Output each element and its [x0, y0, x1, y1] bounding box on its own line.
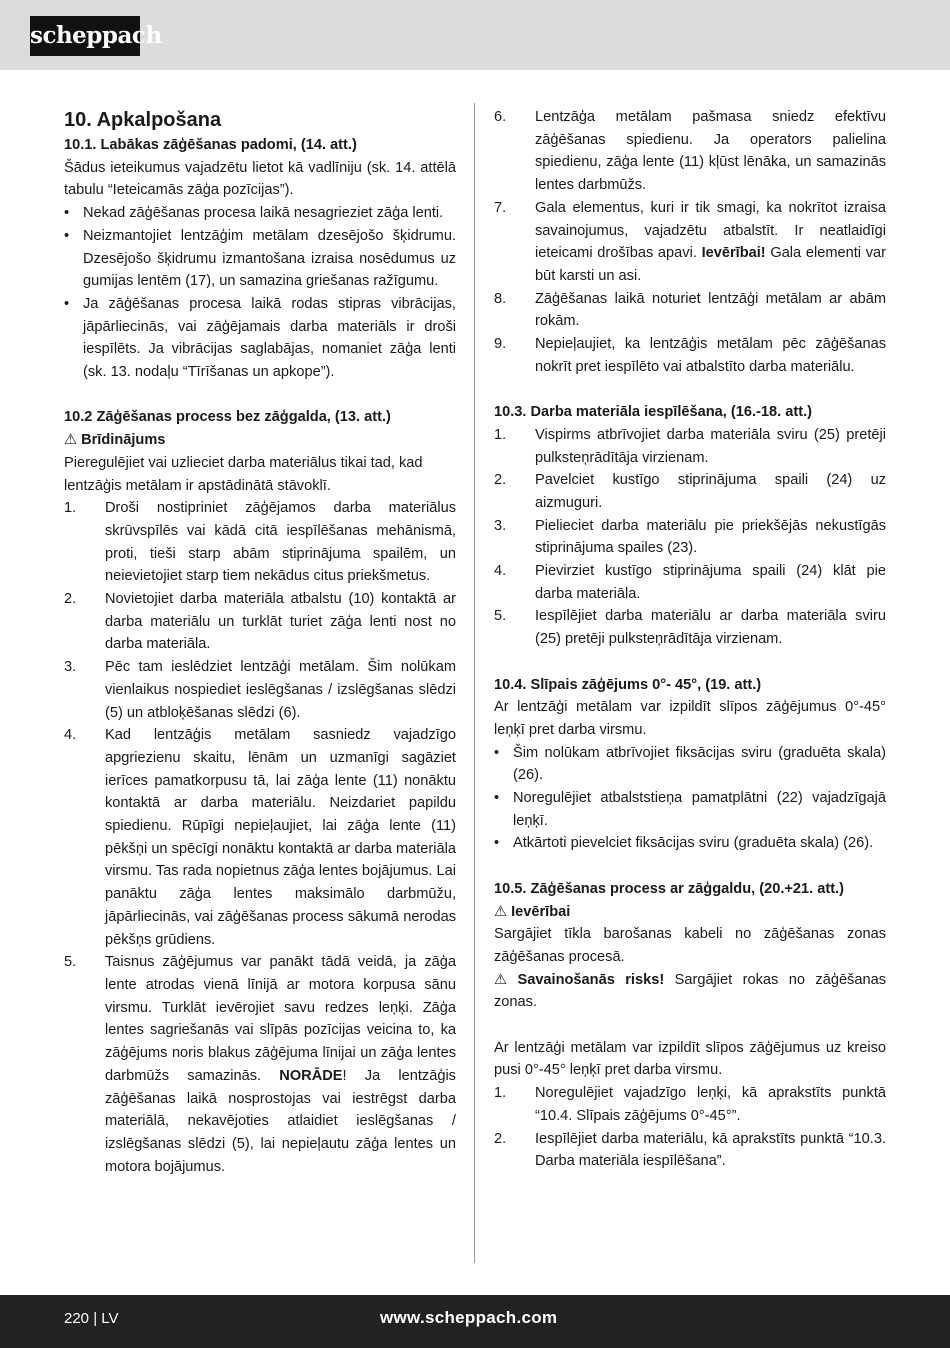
bullet-icon: •: [64, 227, 70, 244]
attention-heading: ⚠ Ievērībai: [494, 903, 571, 920]
column-divider: [474, 103, 475, 1263]
right-column: [494, 106, 886, 1173]
list-item: 9. Nepieļaujiet, ka lentzāģis metālam pēc zāģēšanas nokrīt pret iespīlēto vai atbalstīto darba materiālu.: [494, 336, 886, 375]
section-10-4-bullets: [494, 742, 886, 856]
warning-label: ⚠ Brīdinājums: [64, 432, 166, 449]
list-item: 2. Novietojiet darba materiāla atbalstu (10) kontaktā ar darba materiālu un turklāt turiet zāģa lenti nost no darba materiāla.: [64, 591, 456, 653]
warning-triangle-icon: ⚠: [494, 971, 514, 988]
list-item: 6. Lentzāģa metālam pašmasa sniedz efektīvu zāģēšanas spiedienu. Ja operators palielina spiedienu, zāģa lente (11) kļūst lēnāka, un samazinās lentes darbmūžs.: [494, 109, 886, 194]
attention-text: Sargājiet tīkla barošanas kabeli no zāģēšanas zonas zāģēšanas procesā.: [494, 926, 886, 965]
list-item: 1. Vispirms atbrīvojiet darba materiāla sviru (25) pretēji pulksteņrādītāja virzienam.: [494, 426, 886, 466]
bullet-icon: •: [494, 835, 500, 852]
section-10-5-heading: 10.5. Zāģēšanas process ar zāģgaldu, (20.+21. att.): [494, 880, 845, 897]
section-10-5-steps: [494, 1082, 886, 1173]
list-item: 7. Gala elementus, kuri ir tik smagi, ka nokrītot izraisa savainojumus, vajadzētu atbalstīt. Ir neatlaidīgi ieteicami drošības apavi. Ievērībai! Gala elementi var būt karsti un asi.: [494, 199, 886, 284]
left-column: [64, 106, 456, 1178]
section-10-5-intro: Ar lentzāģi metālam var izpildīt slīpos zāģējumus uz kreiso pusi 0°-45° leņķī pret darba virsmu.: [494, 1039, 886, 1079]
note-label: NORĀDE: [279, 1067, 343, 1084]
section-10-4-heading: 10.4. Slīpais zāģējums 0°- 45°, (19. att.): [494, 676, 762, 693]
list-item: 4. Kad lentzāģis metālam sasniedz vajadzīgo apgriezienu skaitu, lēnām un uzmanīgi sagāziet ierīces pamatkorpusu tā, lai zāģa lente (11) nonāktu kontaktā ar darba materiālu. Neizdariet papildu spiedienu. Rūpīgi nepieļaujiet, lai zāģa lente (11) pēkšņi un spēcīgi nonāktu kontaktā ar darba materiāla virsmu. Tas rada nopietnus zāģa lentes bojājumus. Lai panāktu zāģa lentes maksimālo darbmūžu, jāpārliecinās, vai zāģēšanas process sākumā nerodas pēkšņs grūdiens.: [64, 727, 456, 948]
list-item: • Noregulējiet atbalststieņa pamatplātni (22) vajadzīgajā leņķī.: [494, 787, 886, 832]
injury-risk-text: ⚠ Savainošanās risks! Sargājiet rokas no zāģēšanas zonas.: [494, 971, 887, 1011]
warning-triangle-icon: ⚠: [494, 903, 508, 920]
list-item: 5. Iespīlējiet darba materiālu ar darba materiāla sviru (25) pretēji pulksteņrādītāja virzienam.: [494, 608, 886, 648]
warning-triangle-icon: ⚠: [64, 432, 78, 449]
warning-text: Pieregulējiet vai uzlieciet darba materiālus tikai tad, kad lentzāģis metālam ir apstādinātā stāvoklī.: [64, 454, 423, 494]
list-item: 4. Pievirziet kustīgo stiprinājuma spaili (24) klāt pie darba materiāla.: [494, 563, 886, 602]
list-item: • Ja zāģēšanas procesa laikā rodas stipras vibrācijas, jāpārliecinās, vai zāģējamais darba materiāls ir droši iespīlēts. Ja vibrācijas saglabājas, nomaniet zāģa lenti (sk. 13. nodaļu “Tīrīšanas un apkope”).: [64, 293, 456, 384]
page-footer: [0, 1295, 950, 1348]
website-url: www.scheppach.com: [380, 1308, 558, 1327]
list-item: 2. Iespīlējiet darba materiālu, kā aprakstīts punktā “10.3. Darba materiāla iespīlēšana”.: [494, 1130, 886, 1170]
section-10-3-steps: [494, 424, 886, 651]
list-item: 1. Noregulējiet vajadzīgo leņķi, kā aprakstīts punktā “10.4. Slīpais zāģējums 0°-45°”.: [494, 1085, 886, 1124]
section-10-4-intro: Ar lentzāģi metālam var izpildīt slīpos zāģējumus 0°-45° leņķī pret darba virsmu.: [494, 699, 886, 738]
list-item: 3. Pēc tam ieslēdziet lentzāģi metālam. Šim nolūkam vienlaikus nospiediet ieslēgšanas / izslēgšanas slēdzi (5) un atbloķēšanas slēdzi (6).: [64, 659, 456, 721]
bullet-icon: •: [64, 205, 70, 222]
section-10-2-steps: [64, 497, 456, 1178]
bullet-icon: •: [64, 295, 70, 312]
list-item: • Nekad zāģēšanas procesa laikā nesagrieziet zāģa lenti.: [64, 202, 456, 225]
section-10-1-bullets: [64, 202, 456, 384]
list-item: 1. Droši nostipriniet zāģējamos darba materiālus skrūvspīlēs vai kādā citā iespīlēšanas mehānismā, proti, tieši starp abām stiprinājuma spailēm, un neievietojiet starp tiem nekādus citus priekšmetus.: [64, 500, 456, 585]
section-title: 10. Apkalpošana: [64, 109, 222, 131]
section-10-1-heading: 10.1. Labākas zāģēšanas padomi, (14. att.): [64, 137, 357, 153]
list-item: 8. Zāģēšanas laikā noturiet lentzāģi metālam ar abām rokām.: [494, 290, 886, 330]
attention-label: Ievērībai!: [701, 245, 766, 262]
list-item: 2. Pavelciet kustīgo stiprinājuma spaili (24) uz aizmuguri.: [494, 472, 886, 511]
bullet-icon: •: [494, 744, 500, 761]
bullet-icon: •: [494, 790, 500, 807]
list-item: 5. Taisnus zāģējumus var panākt tādā veidā, ja zāģa lente atrodas vienā līnijā ar motora korpusa sānu virsmu. Turklāt ievērojiet savu redzes leņķi. Zāģa lentes sagriešanās vai slīpās pozīcijas veicina to, ka zāģējums noris blakus zāģējuma līnijai un zāģa lentes darbmūžs samazinās. NORĀDE! Ja lentzāģis zāģēšanas laikā nosprostojas vai iestrēgst darba materiālā, nekavējoties atlaidiet ieslēgšanas / izslēgšanas slēdzi (5), lai nepieļautu zāģa lentes un motora bojājumus.: [64, 954, 456, 1175]
list-item: • Šim nolūkam atbrīvojiet fiksācijas sviru (graduēta skala) (26).: [494, 742, 886, 787]
section-10-1-intro: Šādus ieteikumus vajadzētu lietot kā vadlīniju (sk. 14. attēlā tabulu “Ieteicamās zāģa pozīcijas”).: [64, 159, 456, 199]
list-item: • Atkārtoti pievelciet fiksācijas sviru (graduēta skala) (26).: [494, 832, 886, 855]
list-item: 3. Pielieciet darba materiālu pie priekšējās nekustīgās stiprinājuma spailes (23).: [494, 517, 886, 557]
page-header: [0, 0, 950, 70]
brand-logo: scheppach: [30, 16, 140, 56]
section-10-2-heading: 10.2 Zāģēšanas process bez zāģgalda, (13. att.): [64, 409, 391, 426]
section-10-2-steps-continued: [494, 106, 886, 378]
page-number: 220 | LV: [64, 1310, 119, 1327]
list-item: • Neizmantojiet lentzāģim metālam dzesējošo šķidrumu. Dzesējošo šķidrumu izmantošana izraisa nosēdumus uz gumijas lentēm (17), un samazina griešanas ražīgumu.: [64, 225, 456, 293]
section-10-3-heading: 10.3. Darba materiāla iespīlēšana, (16.-18. att.): [494, 404, 812, 421]
